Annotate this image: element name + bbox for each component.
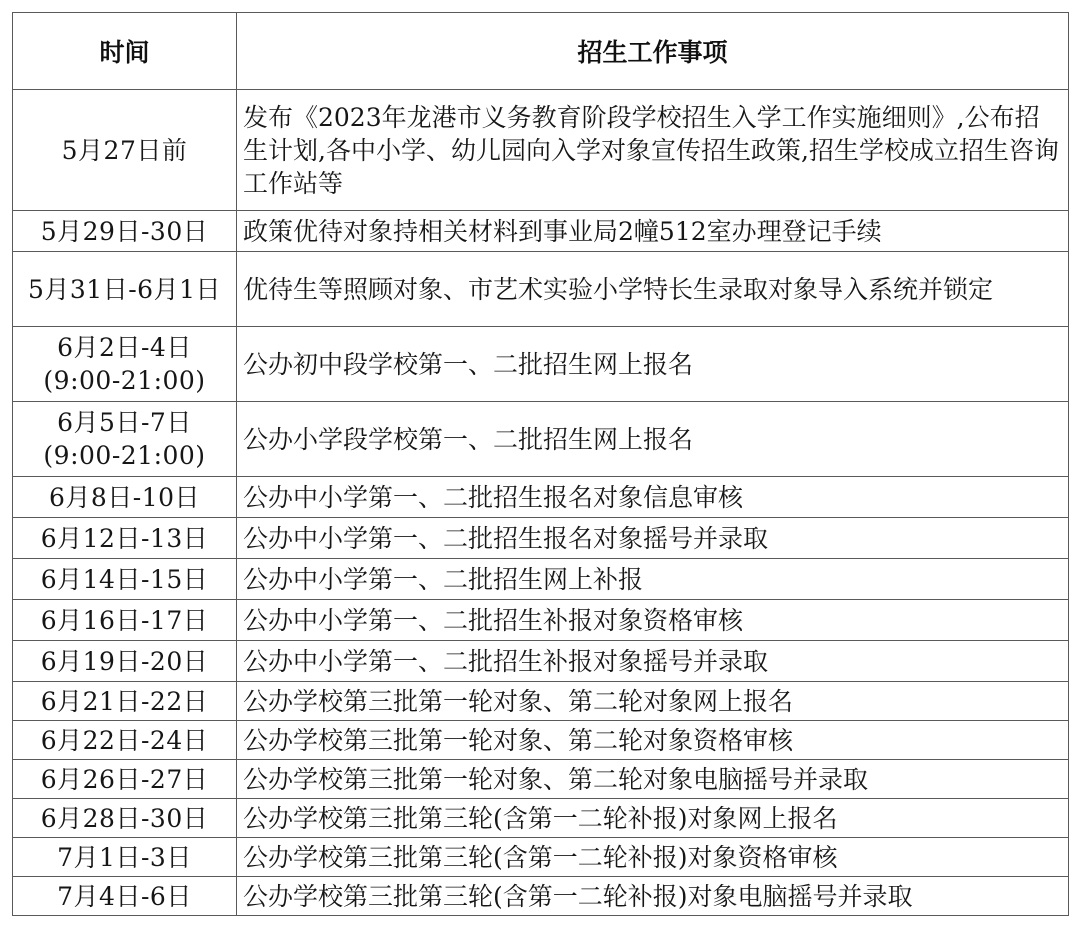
row-time: 6月16日-17日 bbox=[13, 600, 237, 641]
row-time: 6月2日-4日 (9:00-21:00) bbox=[13, 327, 237, 402]
table-row bbox=[13, 327, 1069, 402]
table-row bbox=[13, 477, 1069, 518]
row-item: 公办学校第三批第三轮(含第一二轮补报)对象电脑摇号并录取 bbox=[237, 877, 1069, 916]
row-item: 公办初中段学校第一、二批招生网上报名 bbox=[237, 327, 1069, 402]
row-time: 6月8日-10日 bbox=[13, 477, 237, 518]
table-row bbox=[13, 641, 1069, 682]
row-item: 公办学校第三批第三轮(含第一二轮补报)对象资格审核 bbox=[237, 838, 1069, 877]
table-row bbox=[13, 799, 1069, 838]
row-time: 6月26日-27日 bbox=[13, 760, 237, 799]
row-time: 5月27日前 bbox=[13, 90, 237, 211]
row-item: 公办中小学第一、二批招生网上补报 bbox=[237, 559, 1069, 600]
enrollment-schedule-table bbox=[12, 12, 1069, 916]
row-time: 7月1日-3日 bbox=[13, 838, 237, 877]
row-item: 公办小学段学校第一、二批招生网上报名 bbox=[237, 402, 1069, 477]
table-row bbox=[13, 760, 1069, 799]
table-row bbox=[13, 838, 1069, 877]
row-item: 发布《2023年龙港市义务教育阶段学校招生入学工作实施细则》,公布招生计划,各中小学、幼儿园向入学对象宣传招生政策,招生学校成立招生咨询工作站等 bbox=[237, 90, 1069, 211]
header-time: 时间 bbox=[13, 13, 237, 90]
table-row bbox=[13, 721, 1069, 760]
row-time: 5月29日-30日 bbox=[13, 211, 237, 252]
table-row bbox=[13, 211, 1069, 252]
row-time: 6月12日-13日 bbox=[13, 518, 237, 559]
row-item: 公办学校第三批第一轮对象、第二轮对象资格审核 bbox=[237, 721, 1069, 760]
row-item: 政策优待对象持相关材料到事业局2幢512室办理登记手续 bbox=[237, 211, 1069, 252]
row-item: 公办学校第三批第一轮对象、第二轮对象网上报名 bbox=[237, 682, 1069, 721]
row-time: 6月28日-30日 bbox=[13, 799, 237, 838]
row-item: 公办中小学第一、二批招生报名对象信息审核 bbox=[237, 477, 1069, 518]
table-row bbox=[13, 877, 1069, 916]
table-row bbox=[13, 600, 1069, 641]
row-time: 6月5日-7日 (9:00-21:00) bbox=[13, 402, 237, 477]
row-time: 6月19日-20日 bbox=[13, 641, 237, 682]
row-item: 公办学校第三批第三轮(含第一二轮补报)对象网上报名 bbox=[237, 799, 1069, 838]
row-item: 公办中小学第一、二批招生补报对象摇号并录取 bbox=[237, 641, 1069, 682]
table-row bbox=[13, 518, 1069, 559]
row-item: 优待生等照顾对象、市艺术实验小学特长生录取对象导入系统并锁定 bbox=[237, 252, 1069, 327]
row-time: 6月22日-24日 bbox=[13, 721, 237, 760]
row-item: 公办学校第三批第一轮对象、第二轮对象电脑摇号并录取 bbox=[237, 760, 1069, 799]
row-item: 公办中小学第一、二批招生报名对象摇号并录取 bbox=[237, 518, 1069, 559]
table-header-row bbox=[13, 13, 1069, 90]
row-time: 6月21日-22日 bbox=[13, 682, 237, 721]
table-row bbox=[13, 90, 1069, 211]
table-row bbox=[13, 252, 1069, 327]
row-item: 公办中小学第一、二批招生补报对象资格审核 bbox=[237, 600, 1069, 641]
row-time: 6月14日-15日 bbox=[13, 559, 237, 600]
schedule-sheet bbox=[12, 12, 1068, 916]
header-item: 招生工作事项 bbox=[237, 13, 1069, 90]
row-time: 7月4日-6日 bbox=[13, 877, 237, 916]
table-row bbox=[13, 402, 1069, 477]
table-row bbox=[13, 682, 1069, 721]
table-row bbox=[13, 559, 1069, 600]
row-time: 5月31日-6月1日 bbox=[13, 252, 237, 327]
